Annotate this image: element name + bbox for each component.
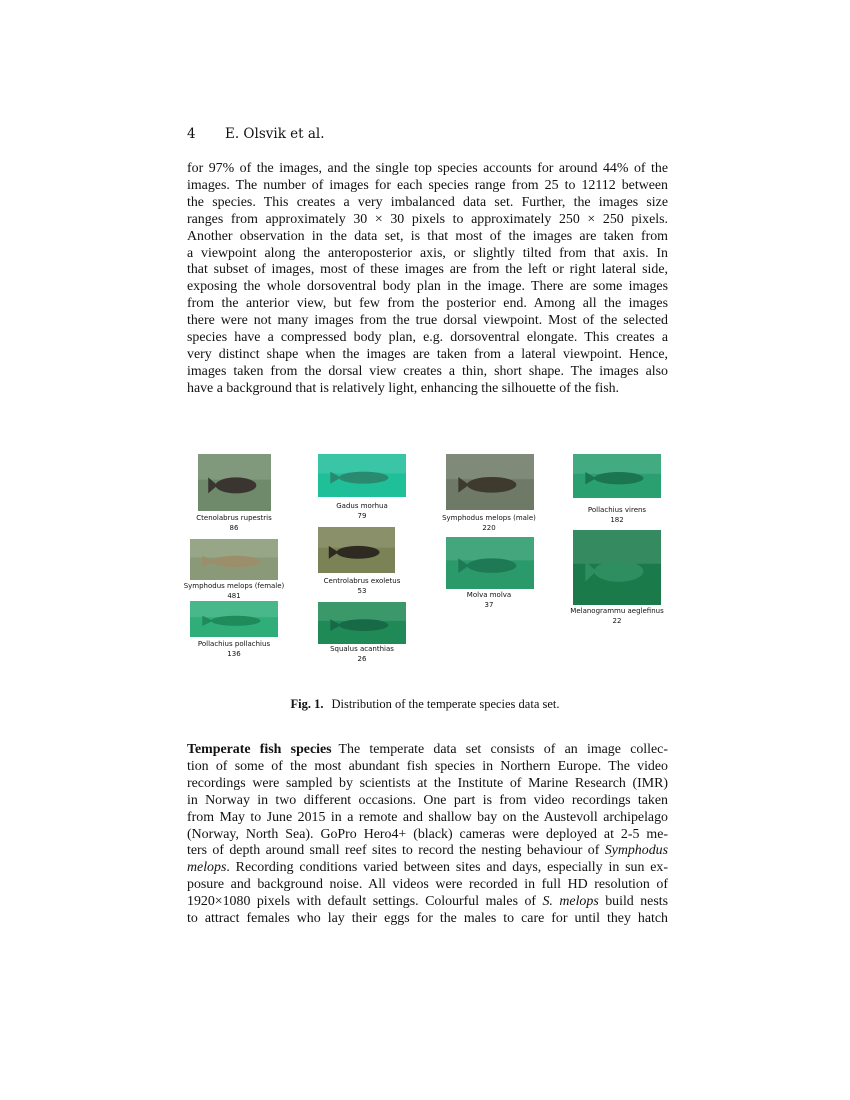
fish-body: [211, 616, 260, 626]
species-label: [442, 513, 536, 533]
species-name: Melanogrammu aeglefinus: [570, 607, 664, 615]
text-run: build nests: [598, 894, 669, 910]
species-name: Molva molva: [466, 591, 512, 599]
species-count: 53: [357, 587, 367, 595]
species-thumbnail: [318, 454, 406, 497]
species-thumbnail: [446, 537, 534, 589]
text-line: [187, 894, 668, 911]
species-thumbnail: [198, 454, 271, 511]
section-heading: Temperate fish species: [187, 742, 332, 757]
species-thumbnail: [573, 454, 661, 498]
species-name-italic: melops: [187, 860, 227, 876]
text-line: exposing the whole dorsoventral body plan in the image. There are some images: [187, 279, 668, 295]
text-run: in Norway in two different occasions. One part is from video recordings taken: [187, 792, 668, 808]
fish-body: [467, 558, 516, 573]
text-line: images taken from the dorsal view creates a thin, short shape. The images also: [187, 363, 668, 379]
species-label: [336, 501, 388, 521]
caption-text: Distribution of the temperate species data set.: [331, 697, 560, 711]
species-count: 481: [227, 592, 241, 600]
text-run: ters of depth around small reef sites to record the nesting behaviour of: [187, 843, 605, 859]
text-line: for 97% of the images, and the single top species accounts for around 44% of the: [187, 161, 668, 176]
fish-body: [336, 546, 379, 559]
species-name: Pollachius pollachius: [197, 640, 271, 648]
species-count: 136: [227, 650, 241, 658]
text-line: [187, 877, 668, 894]
text-line: [187, 742, 668, 759]
species-label: [196, 513, 271, 533]
species-count: 26: [357, 655, 367, 663]
fish-body: [339, 472, 388, 484]
text-line: [187, 827, 668, 844]
text-run: . Recording conditions varied between sites and days, especially in sun ex-: [226, 860, 668, 876]
species-count: 86: [229, 524, 239, 532]
water-haze: [318, 454, 406, 473]
species-thumbnail: [318, 527, 395, 573]
fish-body: [467, 477, 516, 493]
text-line: [187, 843, 668, 860]
text-line: [187, 793, 668, 810]
species-thumbnail: [446, 454, 534, 510]
text-line: [187, 776, 668, 793]
species-name: Pollachius virens: [587, 506, 647, 514]
text-run: from May to June 2015 in a remote and shallow bay on the Austevoll archipelago: [187, 809, 668, 825]
species-name: Ctenolabrus rupestris: [196, 514, 272, 522]
species-label: [330, 644, 394, 664]
species-label: [467, 590, 511, 610]
text-line: [187, 860, 668, 877]
text-line: very distinct shape when the images are taken from a lateral viewpoint. Hence,: [187, 346, 668, 362]
text-line: Another observation in the data set, is that most of the images are taken from: [187, 228, 668, 244]
species-thumbnail: [190, 601, 278, 637]
water-haze: [318, 602, 406, 621]
species-label: [570, 606, 663, 626]
water-haze: [446, 537, 534, 560]
text-run: tion of some of the most abundant fish species in Northern Europe. The video: [187, 758, 668, 774]
text-run: (Norway, North Sea). GoPro Hero4+ (black) cameras were deployed at 2-5 me-: [187, 826, 668, 842]
text-line: [187, 810, 668, 827]
water-haze: [446, 454, 534, 479]
caption-label: Fig. 1.: [290, 697, 324, 711]
species-name: Centrolabrus exoletus: [323, 577, 401, 585]
text-line: from the anterior view, but few from the posterior end. Among all the images: [187, 296, 668, 312]
species-name: Gadus morhua: [336, 502, 388, 510]
water-haze: [573, 454, 661, 474]
text-run: 1920×1080 pixels with default settings. Colourful males of: [187, 894, 543, 910]
fish-body: [594, 472, 643, 484]
text-run: The temperate data set consists of an image collec-: [338, 742, 668, 757]
species-count: 79: [357, 512, 367, 520]
species-name: Squalus acanthias: [330, 645, 394, 653]
text-line: [187, 759, 668, 776]
text-line: images. The number of images for each species range from 25 to 12112 between: [187, 177, 668, 193]
fish-body: [211, 556, 260, 567]
section-paragraph: [187, 742, 668, 928]
water-haze: [190, 539, 278, 557]
species-label: [198, 639, 270, 659]
fish-body: [339, 619, 388, 631]
species-name-italic: S. melops: [542, 894, 599, 910]
text-run: posure and background noise. All videos were recorded in full HD resolution of: [187, 877, 668, 893]
text-line: [187, 911, 668, 928]
species-label: [588, 505, 646, 525]
text-run: to attract females who lay their eggs for the males to care for until they hatch: [187, 911, 668, 927]
water-haze: [190, 601, 278, 617]
species-thumbnail: [190, 539, 278, 580]
species-thumbnail: [318, 602, 406, 644]
text-line: there were not many images from the true dorsal viewpoint. Most of the selected: [187, 313, 668, 329]
species-thumbnail: [573, 530, 661, 605]
species-name: Symphodus melops (female): [183, 582, 285, 590]
species-name: Symphodus melops (male): [442, 514, 536, 522]
text-line: that subset of images, most of these images are from the left or right lateral side,: [187, 262, 668, 278]
species-count: 220: [482, 524, 496, 532]
species-label: [324, 576, 401, 596]
text-line: species have a compressed body plan, e.g. dorsoventral elongate. This creates a: [187, 330, 668, 346]
text-line: the species. This creates a very imbalanced data set. Further, the images size: [187, 194, 668, 210]
text-line: have a background that is relatively light, enhancing the silhouette of the fish.: [187, 380, 620, 396]
species-count: 37: [484, 601, 494, 609]
water-haze: [573, 530, 661, 564]
text-line: ranges from approximately 30 × 30 pixels to approximately 250 × 250 pixels.: [187, 211, 668, 227]
species-label: [184, 581, 285, 601]
figure-caption: [0, 697, 850, 712]
fish-body: [216, 477, 257, 493]
species-name-italic: Symphodus: [604, 843, 668, 859]
text-run: recordings were sampled by scientists at the Institute of Marine Research (IMR): [187, 775, 668, 791]
running-authors: E. Olsvik et al.: [225, 126, 325, 142]
water-haze: [318, 527, 395, 548]
text-line: a viewpoint along the anteroposterior axis, or slightly tilted from that axis. In: [187, 245, 668, 261]
water-haze: [198, 454, 271, 480]
fish-body: [594, 561, 643, 582]
species-count: 22: [612, 617, 622, 625]
page-number: 4: [187, 126, 196, 142]
species-count: 182: [610, 516, 624, 524]
